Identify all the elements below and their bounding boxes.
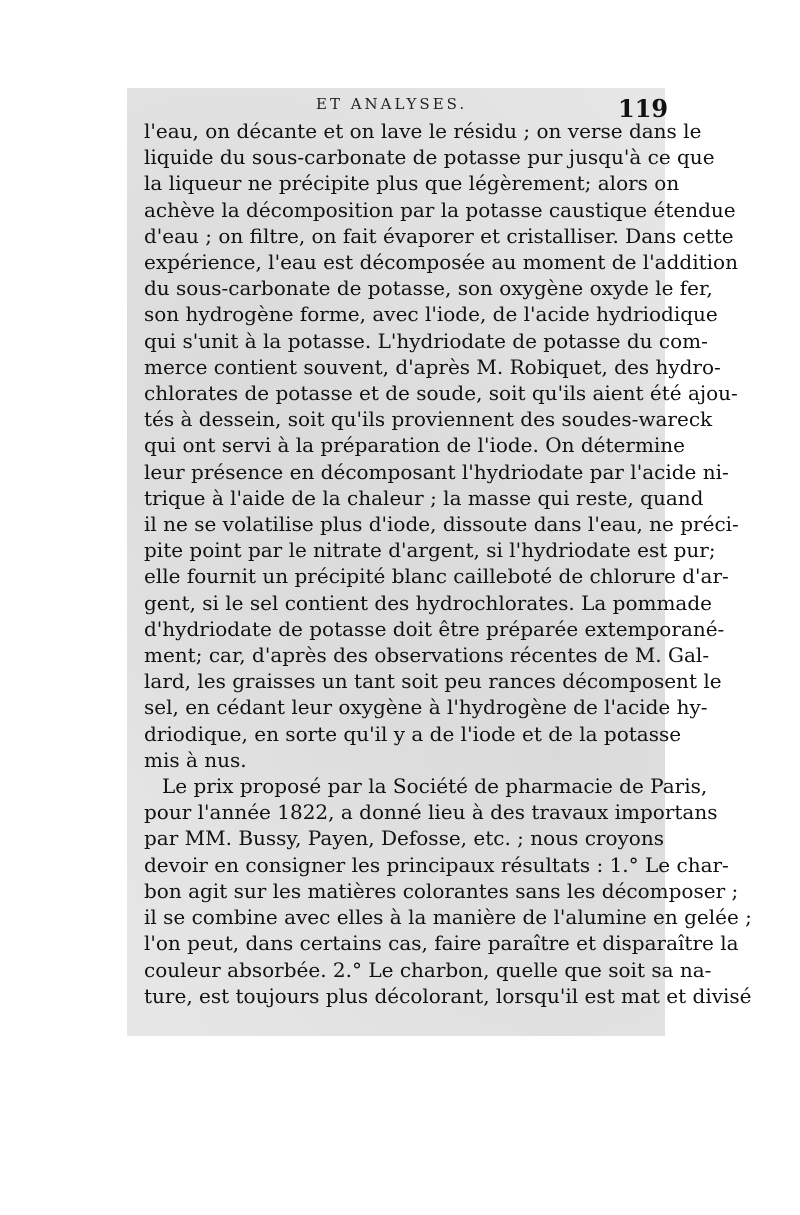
text-line: d'hydriodate de potasse doit être préparée extemporané- (144, 616, 725, 641)
paragraph-1 (144, 118, 739, 773)
paragraph-2 (144, 773, 752, 1009)
text-line: par MM. Bussy, Payen, Defosse, etc. ; nous croyons (144, 826, 664, 851)
text-line: chlorates de potasse et de soude, soit qu'ils aient été ajou- (144, 381, 738, 406)
text-line: couleur absorbée. 2.° Le charbon, quelle que soit sa na- (144, 957, 712, 982)
text-line: Le prix proposé par la Société de pharmacie de Paris, (162, 774, 708, 799)
body-text (144, 118, 752, 1009)
text-line: pite point par le nitrate d'argent, si l'hydriodate est pur; (144, 538, 716, 563)
text-line: merce contient souvent, d'après M. Robiquet, des hydro- (144, 354, 721, 379)
text-line: qui s'unit à la potasse. L'hydriodate de potasse du com- (144, 328, 708, 353)
text-line: il se combine avec elles à la manière de l'alumine en gelée ; (144, 905, 752, 930)
text-line: lard, les graisses un tant soit peu rances décomposent le (144, 669, 722, 694)
text-line: du sous-carbonate de potasse, son oxygène oxyde le fer, (144, 276, 713, 301)
text-line: son hydrogène forme, avec l'iode, de l'acide hydriodique (144, 302, 718, 327)
text-line: l'eau, on décante et on lave le résidu ; on verse dans le (144, 119, 702, 143)
text-line: il ne se volatilise plus d'iode, dissoute dans l'eau, ne préci- (144, 512, 739, 537)
text-line: mis à nus. (144, 747, 247, 772)
text-line: driodique, en sorte qu'il y a de l'iode et de la potasse (144, 721, 682, 746)
text-line: ture, est toujours plus décolorant, lorsqu'il est mat et divisé (144, 983, 752, 1008)
text-line: liquide du sous-carbonate de potasse pur jusqu'à ce que (144, 145, 715, 170)
text-line: l'on peut, dans certains cas, faire paraître et disparaître la (144, 931, 739, 956)
page-number: 119 (618, 94, 669, 123)
text-line: elle fournit un précipité blanc cailleboté de chlorure d'ar- (144, 564, 729, 589)
text-line: sel, en cédant leur oxygène à l'hydrogène de l'acide hy- (144, 695, 708, 720)
running-head: ET ANALYSES. (316, 95, 468, 113)
text-line: achève la décomposition par la potasse caustique étendue (144, 197, 736, 222)
text-line: d'eau ; on filtre, on fait évaporer et cristalliser. Dans cette (144, 223, 734, 248)
text-line: gent, si le sel contient des hydrochlorates. La pommade (144, 590, 712, 615)
text-line: leur présence en décomposant l'hydriodate par l'acide ni- (144, 459, 729, 484)
text-line: devoir en consigner les principaux résultats : 1.° Le char- (144, 852, 729, 877)
text-line: ment; car, d'après des observations récentes de M. Gal- (144, 643, 710, 668)
text-line: tés à dessein, soit qu'ils proviennent des soudes-wareck (144, 407, 713, 432)
text-line: trique à l'aide de la chaleur ; la masse qui reste, quand (144, 485, 704, 510)
text-line: la liqueur ne précipite plus que légèrement; alors on (144, 171, 680, 196)
text-line: qui ont servi à la préparation de l'iode. On détermine (144, 433, 686, 458)
text-line: bon agit sur les matières colorantes sans les décomposer ; (144, 878, 739, 903)
text-line: pour l'année 1822, a donné lieu à des travaux importans (144, 800, 718, 825)
text-line: expérience, l'eau est décomposée au moment de l'addition (144, 250, 738, 275)
